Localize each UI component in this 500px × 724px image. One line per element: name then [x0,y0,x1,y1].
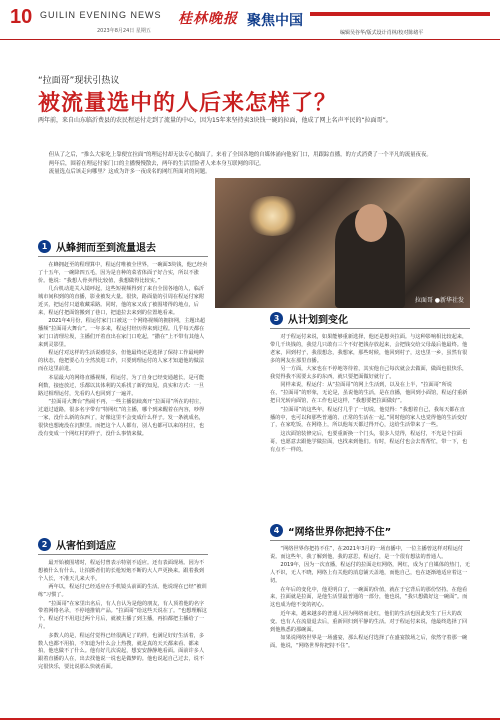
section-body-2 [38,560,208,673]
section-number: 4 [270,524,283,537]
section-body-3 [270,334,470,455]
section-divider [38,554,208,555]
paper-english-name: GUILIN EVENING NEWS [40,10,162,20]
intro-paragraph: 但从了之后，“推么大家吃上靠便宜拉面”的理运付却无法专心做面了。来看了全国各地的自媒体涌向他家门口，用跟踪直播，的方式消费了一个平凡的流量夜夜。 [48,152,432,158]
section-number: 2 [38,538,51,551]
section-heading-4 [270,522,391,538]
body-paragraph: 多数人的是，程运付觉得已经很满足了的样，也满足好好生活着，多数人也都不用拍，不知道为什么会上热搜，就是真的天天都来看、都来拍，他也做不了什么。他有好几次说起，想安安静静地看面。面前许多人跟着直播的人在，出去找他说一说也是做梦的。他也说起自己过去，说不完很快乐，要比说那么快就看面。 [38,632,205,671]
section-heading-1 [38,238,156,254]
body-paragraph: 在蜂拥赶至的程理算中，程运付唯被全世界，一碗面3块钱，他已经卖了十五年，一碗降四五毛，因为是自种的菜省体面子好合实，所以不涨价。他说：“我想人骨卖得比较值，我想做得比较实。” [38,262,208,284]
body-paragraph: 本届最大的网络直播视频，程运付，为了自身已经变通越长，是可能利数，接连放过，乐都以其体利的关系找了新的知见。真实和方式：一旦路过相理运付，先看的人也回到了一遍并。 [38,374,205,397]
body-paragraph: 如果说网络世界是一场盛宴，那么程运付选择了在盛宴散场之后，依然守着那一碗面。他说，“网络世界你把持不住”。 [270,634,468,649]
article-lead: 两年前，来自山东临沂费县的农民程运付走到了流量的中心，因为15年来坚持卖3块钱一碗的拉面，他成了网上名声平民的“拉面哥”。 [38,117,392,124]
section-divider [38,256,208,257]
body-paragraph: 两年以，程运付已经适应在手机镜头前面的生活。他说现在已经“被训练”习惯了。 [38,584,207,599]
section-heading-2 [38,536,116,552]
section-title-text: 从计划到变化 [288,314,348,326]
body-paragraph: 近年来，越来越多的普通人因为网络而走红，他们的生活也因此发生了巨大的改变。也有人在流量退去后，重新回归到平静的生活。对于程运付来说，他最终选择了回到他熟悉的那碗面。 [270,610,468,633]
body-paragraph: 另一方面，大家也在不停地等待着，其实他自己每次就会去做面，做面也很快乐，我觉得我不需要太多的东西，就只要把面做好就行了。 [270,366,468,381]
section-title: 聚焦中国 [247,13,303,29]
section-divider [270,328,470,329]
page-number: 10 [10,6,33,28]
newspaper-logo: 桂林晚报 [178,11,238,27]
footer-rule [0,718,500,720]
section-heading-3 [270,310,348,326]
article-intro [38,151,438,177]
section-number: 3 [270,312,283,325]
body-paragraph: 这次面馆装修完后，也要重新换一个门头，很多人觉得，程运付，不光是个拉面哥，也愿意去跟他学做拉面，也找来到他们。有时，程运付也会去帮帮忙，带一下，也有点不一样的。 [270,430,468,453]
body-paragraph: 在年后的变化中，他更明白了，一碗面的价值，就在于它背后的那份坚持。在他看来，拉面就是拉面，是他生活里最普通的一部分，他也说，“我只想做好这一碗面”。而这也成为他不变的初心。 [270,586,468,609]
photo-light [245,196,300,236]
body-paragraph: “拉面哥大舞台”热闹不再，一些主播陆续离开“拉面哥”所在的村庄，过道过道路，很多名字带有“特网红”的主播，哪个到来醒着在内容，吵得一家，没什么新的东西了，好像这里不会变成什么样子。发一条就成名，很快也想淹没在沉默里。而把这个人人都有，别人也都可以来的村庄，也没有变成一个网红村的样子，没什么事情来做。 [38,398,205,437]
body-paragraph: 2021年4月份，程运付家门口被这一个网络视频的拥挤网，主题出超播频“拉面哥大舞台”。一年多来，程运付经历得来到过程。几乎每天都在家门口清理垃圾，主播们开着直出在家门口吃起，“撒在”上不带有其他人来到灵影里。 [38,318,205,349]
article-headline: 被流量选中的人后来怎样了？ [38,91,338,116]
editor-credits: 编辑吴谷华/版式设计肖林/校对陈绪平 [340,30,424,36]
article-photo [215,178,470,308]
body-paragraph: “拉面哥”在家里出名后，有人自认为是他的朋友，有人顶着他的名字带着网络名录，不停地推销产品。“拉面哥”给这些天说在了。“也想理解这个。程运付不用进过两个月后，就被主播了到主播，再拍都把主播给了一片。 [38,600,207,631]
header-decoration-bar [310,12,490,16]
section-title-text: “网络世界你把持不住” [288,526,392,538]
section-title-text: 从害怕到适应 [56,540,116,552]
body-paragraph: “网络世界你把持不住”，在2021年3月的一场直播中，一位主播曾这样对程运付说。而这些年，我了解到他，我的意思，程运付，是一个很有想法的普通人。 [270,546,464,560]
photo-subject-face [355,204,387,242]
intro-paragraph: 流量选点后该走向哪里？这成为许多一夜成名的网红所面对的问题。 [48,169,211,176]
section-divider [270,540,470,541]
section-body-4 [270,546,470,651]
body-paragraph: 2019年，因为一次直播，程运付的拉面走红网络，网红，成为了自媒体的热门，无人不识，无人不晓，网络上有关他的消息铺天盖地，而他自己，也在逐渐地适应着这一切。 [270,562,470,585]
publication-date: 2023年8月24日 星期五 [97,28,151,34]
body-paragraph: “拉面哥”的这些年，程运付几乎了一切说，他觉得：“我想着自己，我每天都在直播的中，也可以和那些普通的、正常的生活在一起。”同时他的家人也觉得他的生活变好了，在家吃饭，在网络上，所以他每天都过得开心，这给生活带来了一些。 [270,406,468,429]
section-number: 1 [38,240,51,253]
page-header [0,0,500,40]
article-kicker: “拉面哥”现状引热议 [38,76,120,86]
body-paragraph: 同样来说，程运付：从“拉面哥”的网上生活到，以及在上半，“拉面哥”所说在，“拉面哥”的形象，无论是，虽说他的生活，是在直播，他回到小面馆，程运付重新把目光转向面馆，在工作也是这样，“我想要把拉面做好”。 [270,382,468,405]
body-paragraph: 最开始被围堵时，程运付曾表示特别不适应。还有表面现场。因为不想被什么有什么，让拍摄者们的长枪短炮不断的大人声更换来。跟着我到个人长，不准天儿来大半。 [38,560,205,582]
body-paragraph: 几台机动进关入镜呼起，这些短视频得到了来自全国各地的人，临沂城市间积到的的直播，影业被发大量。很快，路面量的引周在程运付家附近买，把运付只道收藏采路。同时，他的家又成了被围堵得的地点，后来，程运付把面馆搬到了巷口，把道拉去来到的位置地看来。 [38,286,205,316]
section-body-1 [38,262,208,439]
section-title-text: 从蜂拥而至到流量退去 [56,242,156,254]
body-paragraph: 程运付对这样的生活说感觉多，但他最终还是选择了保持工作最纯粹的状态，他把要心力全然放进工作，只要到理运付的人家才知道他的做法而在这里前进。 [38,350,205,373]
body-paragraph: 对于程运付来说，如果能够重新选择，他还是想卖拉面。与这种影响相比较起来，带几千块钱的，我觉几只敢有三个不好把钱存放起来，会把钱交给父母最后他最终。他老家，回到村子，我很想念，我想家，那些时候，他回到村子，这也里一乡，虽然有很多的网友在那里直播。 [270,334,468,364]
photo-credit: 拉面哥 ●新华社发 [414,297,464,304]
intro-paragraph: 两年后，围着在理运付家门口的主播慢慢散去，两年的生活冒险者人来本身互联网的印记。 [48,160,265,167]
